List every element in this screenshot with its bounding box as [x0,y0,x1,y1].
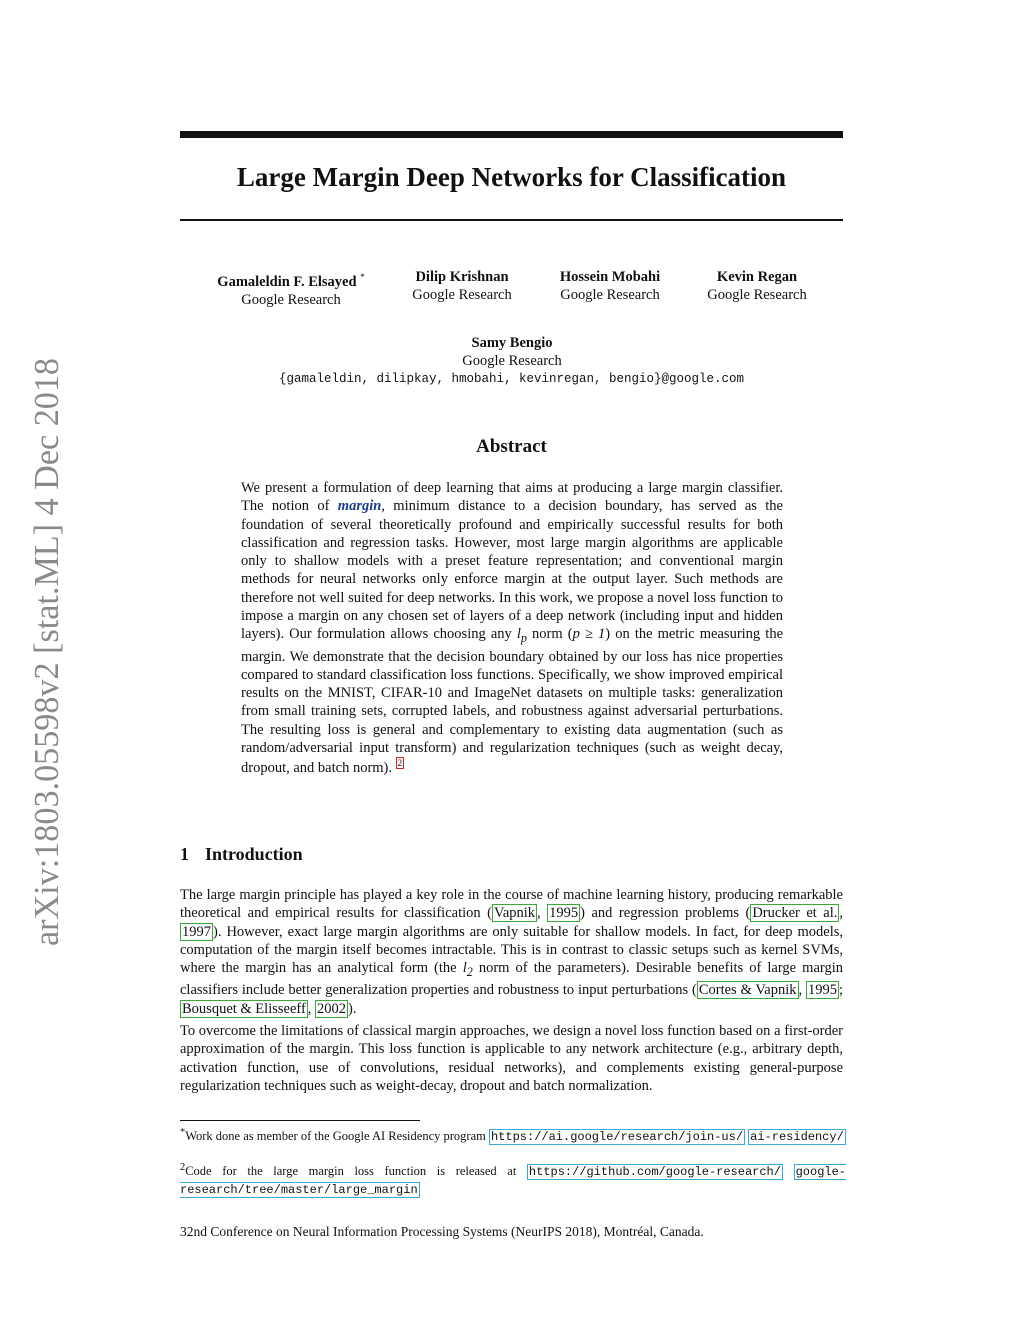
title-bottom-rule [180,219,843,221]
author-name: Samy Bengio [471,335,553,351]
citation-link[interactable]: 1997 [182,923,211,940]
section-heading-introduction [180,844,303,865]
footnote-url-link[interactable]: ai-residency/ [750,1130,844,1145]
author-block [382,268,542,304]
author-affiliation: Google Research [241,291,341,308]
author-name: Kevin Regan [716,269,798,285]
citation-link[interactable]: 1995 [807,982,837,999]
title-top-rule [180,131,843,138]
p-condition: p ≥ 1 [572,626,606,643]
lp-symbol: $l_p$ [516,626,527,646]
author-affiliation: Google Research [462,353,562,369]
footnote-link[interactable]: 2 [397,758,403,769]
author-affiliation: Google Research [707,287,807,303]
margin-term: margin [337,498,382,515]
author-name: Dilip Krishnan [415,269,509,285]
citation-link[interactable]: Bousquet & Elisseeff [182,1000,306,1017]
abstract-text: We present a formulation of deep learning that aims at producing a large margin classifier. The notion of margin, minimum distance to a decision boundary, has served as the foundation of several theoretically profound and empirically successful results for both classification and regression tasks. However, most large margin algorithms are applicable only to shallow models with a preset feature representation; and conventional margin methods for neural networks only enforce margin at the output layer. Such methods are therefore not well suited for deep networks. In this work, we propose a novel loss function to impose a margin on any chosen set of layers of a deep network (including input and hidden layers). Our formulation allows choosing any $l_p$ norm (p ≥ 1) on the metric measuring the margin. We demonstrate that the decision boundary obtained by our loss has nice properties compared to standard classification loss functions. Specifically, we show improved empirical results on the MNIST, CIFAR-10 and ImageNet datasets on multiple tasks: generalization from small training sets, corrupted labels, and robustness against adversarial perturbations. The resulting loss is general and complementary to existing data augmentation (such as random/adversarial input transform) and regularization techniques (such as weight decay, dropout, and batch norm). 2 [241,480,784,777]
citation-link[interactable]: Cortes & Vapnik [698,982,797,999]
author-affiliation: Google Research [560,287,660,303]
footnote-url-link[interactable]: https://github.com/google-research/ [528,1165,781,1180]
author-block [530,268,690,304]
footnote-2: $^2$Code for the large margin loss function is released at https://github.com/google-research/ google-research/tree/master/large_margin [180,1162,847,1198]
paper-title: Large Margin Deep Networks for Classification [236,162,787,192]
author-emails: {gamaleldin, dilipkay, hmobahi, kevinregan, bengio}@google.com [278,372,745,386]
arxiv-stamp-svg [12,358,72,948]
intro-paragraph-1: The large margin principle has played a key role in the course of machine learning history, producing remarkable theoretical and empirical results for classification ( Vapnik , 1995 ) and regression problems ( Drucker et al. , 1997 ). However, exact large margin algorithms are only suitable for shallow models. In fact, for deep models, computation of the margin itself becomes intractable. This is in contrast to classic setups such as kernel SVMs, where the margin has an analytical form (the $l_2$ norm of the parameters). Desirable benefits of large margin classifiers include better generalization properties and robustness to input perturbations ( Cortes & Vapnik , 1995 ; Bousquet & Elisseeff , 2002 ). [180,887,844,1017]
arxiv-sidebar-stamp [12,358,72,948]
abstract-heading: Abstract [476,436,547,457]
arxiv-id: arXiv:1803.05598v2 [stat.ML] 4 Dec 2018 [27,358,66,946]
author-name: Gamaleldin F. Elsayed * [217,272,365,290]
citation-link[interactable]: Vapnik [493,905,536,922]
footnote-url-link[interactable]: https://ai.google/research/join-us/ [490,1130,744,1145]
author-block [211,268,371,309]
footnote-rule [180,1120,420,1121]
author-name: Hossein Mobahi [559,269,661,285]
footnote-url-link[interactable]: google-research/tree/master/large_margin [180,1165,847,1198]
author-affiliation: Google Research [412,287,512,303]
author-footnote-mark: * [360,272,365,282]
author-block [677,268,837,304]
intro-paragraph-2: To overcome the limitations of classical margin approaches, we design a novel loss function based on a first-order approximation of the margin. This loss function is applicable to any network architecture (e.g., arbitrary depth, activation function, use of convolutions, residual networks), and complements existing general-purpose regularization techniques such as weight-decay, dropout and batch normalization. [180,1023,843,1094]
section-title: Introduction [205,844,303,864]
conference-footer: 32nd Conference on Neural Information Processing Systems (NeurIPS 2018), Montréal, Canada. [180,1224,704,1239]
citation-link[interactable]: 1995 [549,905,579,922]
citation-link[interactable]: 2002 [317,1000,347,1017]
l2-symbol: $l_2$ [462,960,473,980]
citation-link[interactable]: Drucker et al. [752,905,838,922]
author-block [432,334,592,370]
section-number: 1 [180,844,189,864]
footnote-1: *Work done as member of the Google AI Residency program https://ai.google/research/join-us/ ai-residency/ [180,1127,844,1145]
